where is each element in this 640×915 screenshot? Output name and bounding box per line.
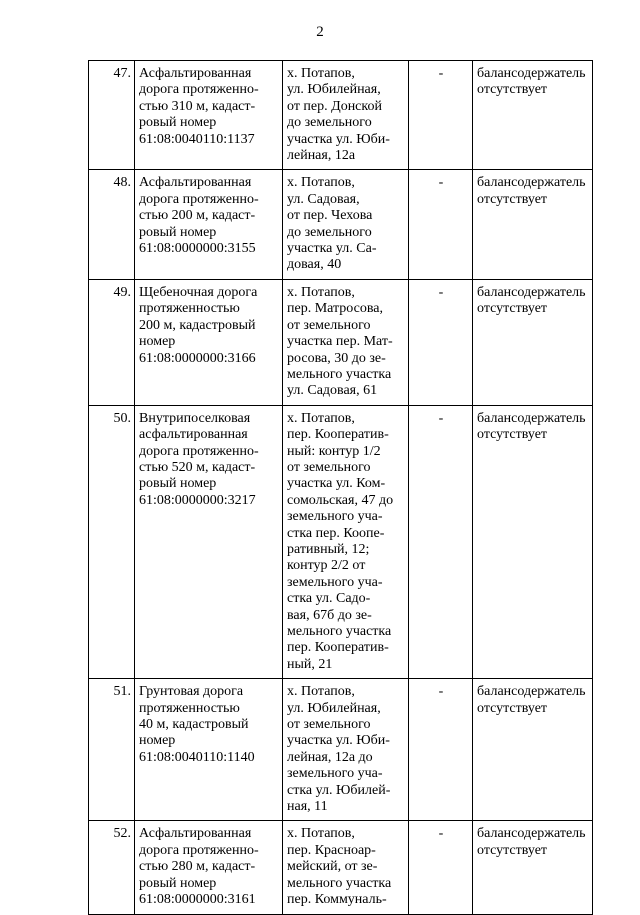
row-number: 52. [89,821,135,914]
balance-holder: балансодержатель отсутствует [473,679,593,821]
road-description: Щебеночная дорога протяженностью 200 м, кадастровый номер 61:08:0000000:3166 [135,279,283,405]
page-number: 2 [316,24,324,40]
road-location: х. Потапов, пер. Красноар- мейский, от зе- мельного участка пер. Коммуналь- [283,821,409,914]
road-registry-table [88,60,593,915]
road-location: х. Потапов, пер. Матросова, от земельного участка пер. Мат- росова, 30 до зе- мельного участка ул. Садовая, 61 [283,279,409,405]
balance-holder: балансодержатель отсутствует [473,405,593,679]
row-number: 51. [89,679,135,821]
road-description: Асфальтированная дорога протяженно- стью 200 м, кадаст- ровый номер 61:08:0000000:3155 [135,170,283,279]
road-location: х. Потапов, ул. Юбилейная, от пер. Донской до земельного участка ул. Юби- лейная, 12а [283,61,409,170]
table-row [89,679,593,821]
empty-value-dash: - [409,679,473,821]
balance-holder: балансодержатель отсутствует [473,821,593,914]
empty-value-dash: - [409,405,473,679]
road-location: х. Потапов, пер. Кооператив- ный: контур 1/2 от земельного участка ул. Ком- сомольская, 47 до земельного уча- стка пер. Коопе- ративный, 12; контур 2/2 от земельного уча- стка ул. Садо- вая, 67б до зе- мельного участка пер. Кооператив- ный, 21 [283,405,409,679]
table-row [89,821,593,914]
table-row [89,405,593,679]
balance-holder: балансодержатель отсутствует [473,61,593,170]
road-location: х. Потапов, ул. Садовая, от пер. Чехова до земельного участка ул. Са- довая, 40 [283,170,409,279]
empty-value-dash: - [409,170,473,279]
balance-holder: балансодержатель отсутствует [473,170,593,279]
table-row [89,61,593,170]
empty-value-dash: - [409,821,473,914]
road-description: Асфальтированная дорога протяженно- стью 280 м, кадаст- ровый номер 61:08:0000000:3161 [135,821,283,914]
empty-value-dash: - [409,61,473,170]
road-description: Асфальтированная дорога протяженно- стью 310 м, кадаст- ровый номер 61:08:0040110:1137 [135,61,283,170]
road-description: Внутрипоселковая асфальтированная дорога протяженно- стью 520 м, кадаст- ровый номер 61:08:0000000:3217 [135,405,283,679]
row-number: 50. [89,405,135,679]
empty-value-dash: - [409,279,473,405]
table-body [89,61,593,915]
row-number: 47. [89,61,135,170]
row-number: 49. [89,279,135,405]
table-row [89,170,593,279]
road-description: Грунтовая дорога протяженностью 40 м, кадастровый номер 61:08:0040110:1140 [135,679,283,821]
table-row [89,279,593,405]
road-location: х. Потапов, ул. Юбилейная, от земельного участка ул. Юби- лейная, 12а до земельного уча- стка ул. Юбилей- ная, 11 [283,679,409,821]
row-number: 48. [89,170,135,279]
balance-holder: балансодержатель отсутствует [473,279,593,405]
